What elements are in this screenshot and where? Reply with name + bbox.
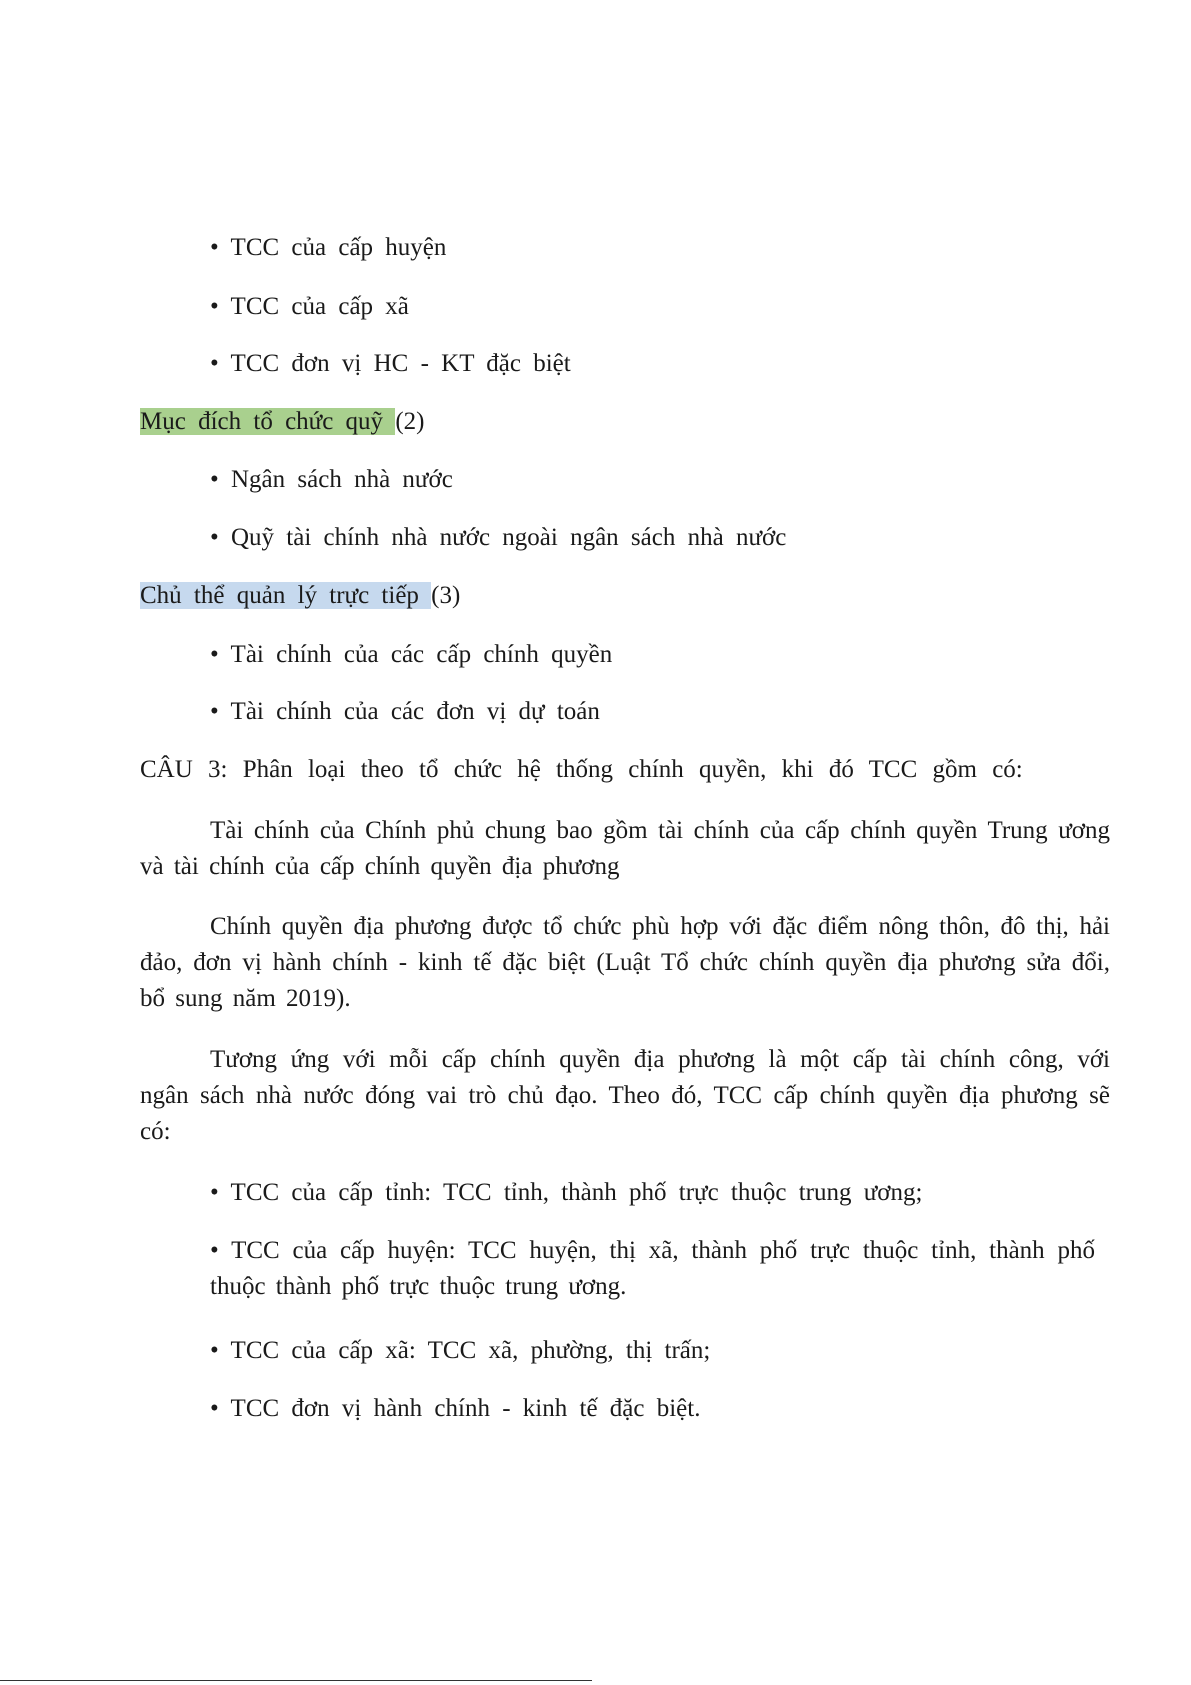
section-heading-subject <box>140 579 460 613</box>
list-item: • Quỹ tài chính nhà nước ngoài ngân sách nhà nước <box>210 524 787 551</box>
heading-number: (2) <box>395 408 425 435</box>
footnote-separator <box>0 1680 592 1681</box>
question-title: CÂU 3: Phân loại theo tổ chức hệ thống chính quyền, khi đó TCC gồm có: <box>140 756 1023 783</box>
list-item: • Tài chính của các cấp chính quyền <box>210 641 613 668</box>
list-item: • Ngân sách nhà nước <box>210 466 453 493</box>
list-item: • TCC đơn vị hành chính - kinh tế đặc biệt. <box>210 1395 701 1422</box>
section-heading-purpose <box>140 405 424 439</box>
paragraph: Chính quyền địa phương được tổ chức phù hợp với đặc điểm nông thôn, đô thị, hải đảo, đơn vị hành chính - kinh tế đặc biệt (Luật Tổ chức chính quyền địa phương sửa đổi, bổ sung năm 2019). <box>140 913 1110 1012</box>
highlighted-heading-text: Chủ thể quản lý trực tiếp <box>140 582 432 609</box>
list-item: • TCC của cấp huyện <box>210 234 447 261</box>
paragraph: Tài chính của Chính phủ chung bao gồm tài chính của cấp chính quyền Trung ương và tài chính của cấp chính quyền địa phương <box>140 817 1110 880</box>
heading-number: (3) <box>431 582 461 609</box>
list-item: • TCC đơn vị HC - KT đặc biệt <box>210 350 571 377</box>
highlighted-heading-text: Mục đích tổ chức quỹ <box>140 408 396 435</box>
list-item: • TCC của cấp xã <box>210 293 409 320</box>
list-item: • TCC của cấp tỉnh: TCC tỉnh, thành phố trực thuộc trung ương; <box>210 1179 923 1206</box>
paragraph: Tương ứng với mỗi cấp chính quyền địa phương là một cấp tài chính công, với ngân sách nhà nước đóng vai trò chủ đạo. Theo đó, TCC cấp chính quyền địa phương sẽ có: <box>140 1046 1110 1145</box>
list-item: • Tài chính của các đơn vị dự toán <box>210 698 600 725</box>
list-item: • TCC của cấp xã: TCC xã, phường, thị trấn; <box>210 1337 711 1364</box>
list-item: • TCC của cấp huyện: TCC huyện, thị xã, thành phố trực thuộc tỉnh, thành phố thuộc thành phố trực thuộc trung ương. <box>210 1237 1095 1300</box>
